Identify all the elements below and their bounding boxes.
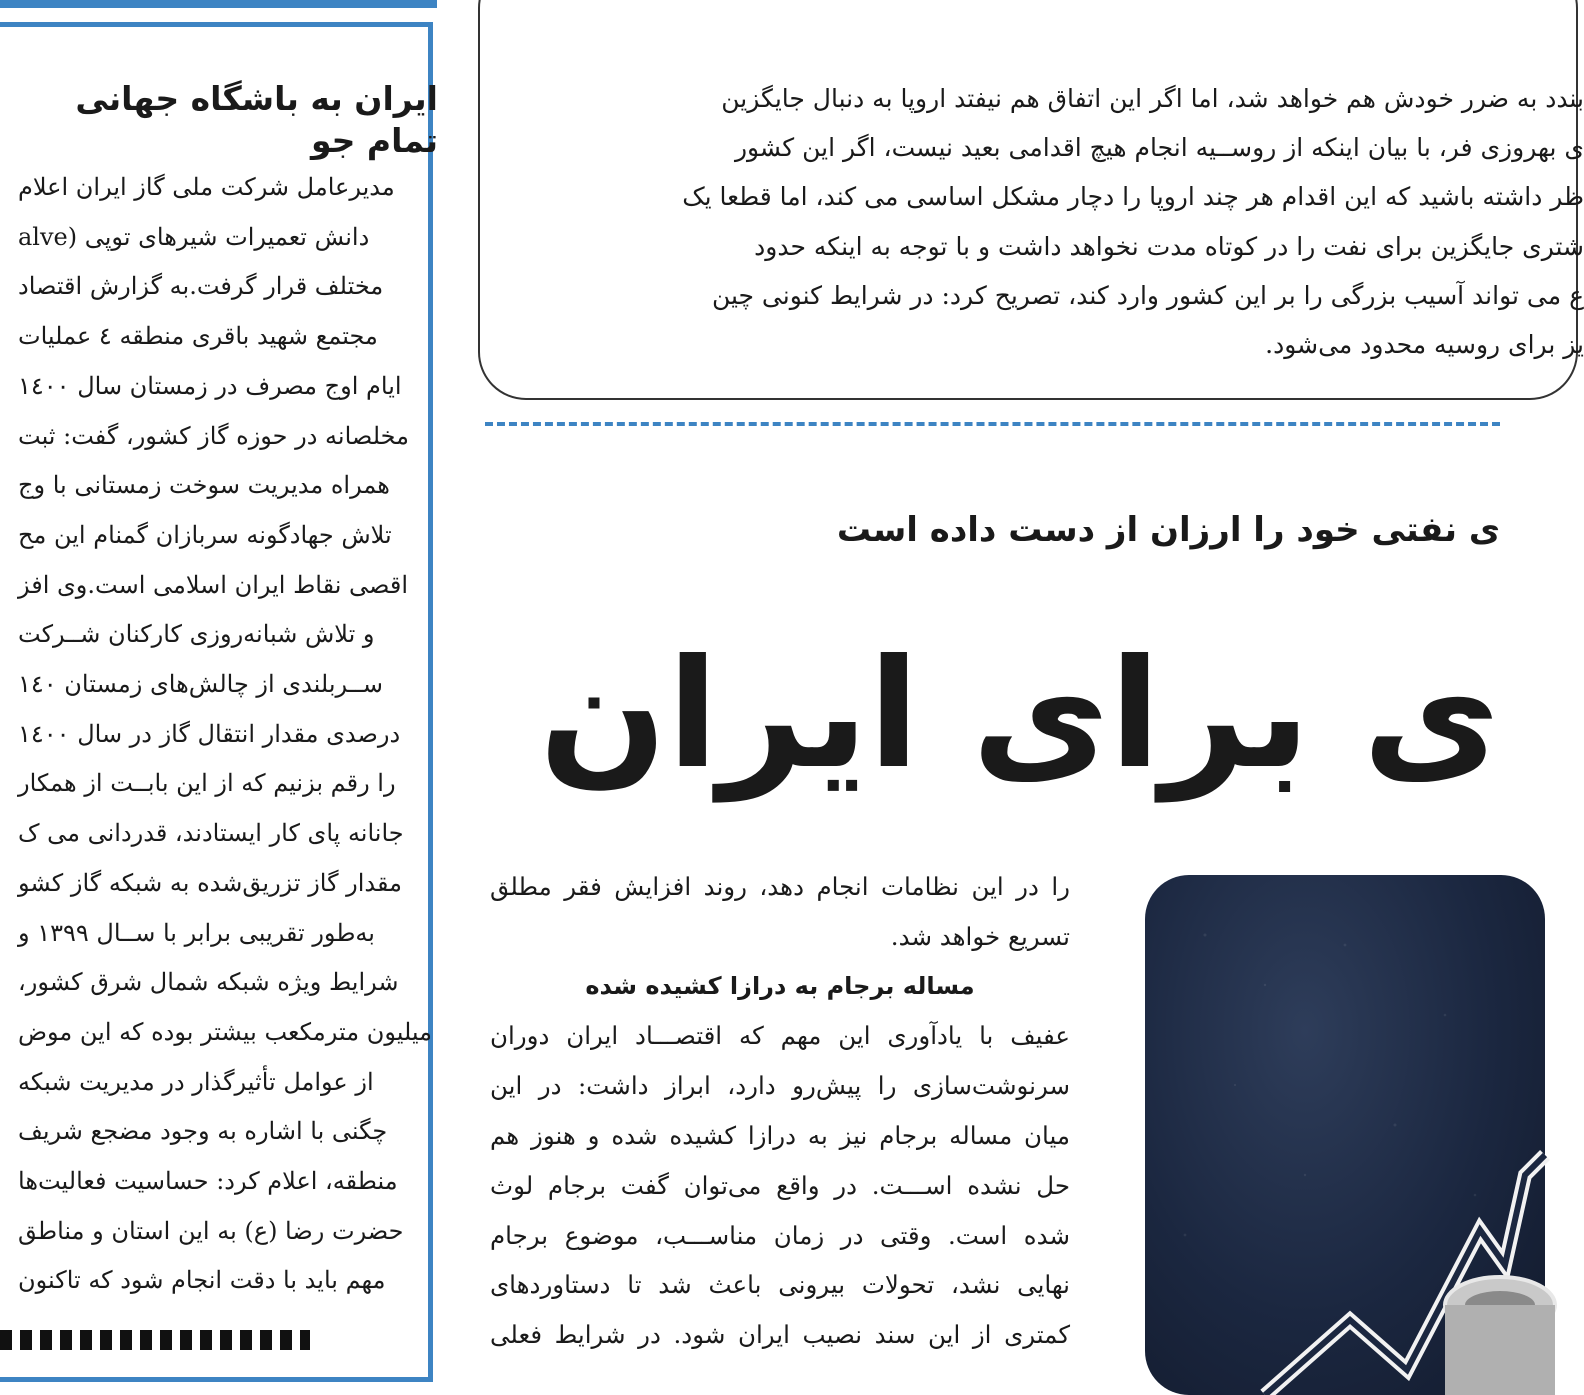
body-line: نهایی نشد، تحولات بیرونی باعث شد تا دستاوردهای	[490, 1270, 1070, 1300]
sidebar-text-line: ســربلندی از چالش‌های زمستان ١٤٠	[18, 670, 383, 699]
photo-illustration	[1145, 875, 1545, 1395]
sidebar-text-line: شرایط ویژه شبکه شمال شرق کشور،	[18, 968, 399, 997]
body-line: را در این نظامات انجام دهد، روند افزایش فقر مطلق	[490, 872, 1070, 901]
sidebar-text-line: ایام اوج مصرف در زمستان سال ١٤٠٠	[18, 371, 402, 400]
oil-barrel-body	[1445, 1305, 1555, 1395]
sidebar-text-line: مجتمع شهید باقری منطقه ٤ عملیات	[18, 322, 378, 351]
sidebar-text-line: مهم باید با دقت انجام شود که تاکنون	[18, 1266, 386, 1295]
quote-line: یز برای روسیه محدود می‌شود.	[1265, 330, 1584, 360]
sidebar-text-line: مخلصانه در حوزه گاز کشور، گفت: ثبت	[18, 421, 410, 450]
sidebar-text-line: چگنی با اشاره به وجود مضجع شریف	[18, 1117, 388, 1146]
sidebar-text-line: حضرت رضا (ع) به این استان و مناطق	[18, 1216, 404, 1245]
sidebar-news-box	[0, 22, 438, 1382]
sidebar-text-line: اقصی نقاط ایران اسلامی است.وی افز	[18, 570, 408, 599]
body-line: کمتری از این سند نصیب ایران شود. در شرایط فعلی	[490, 1320, 1070, 1350]
sidebar-text-line: منطقه، اعلام کرد: حساسیت فعالیت‌ها	[18, 1167, 398, 1196]
article-photo	[1145, 875, 1545, 1395]
body-line: سرنوشت‌سازی را پیش‌رو دارد، ابراز داشت: در این	[490, 1071, 1070, 1101]
sidebar-text-line: مقدار گاز تزریق‌شده به شبکه گاز کشو	[18, 868, 403, 897]
sidebar-text-line: همراه مدیریت سوخت زمستانی با وج	[18, 471, 390, 500]
sidebar-text-line: را رقم بزنیم که از این بابــت از همکار	[18, 769, 396, 798]
sidebar-article	[18, 71, 438, 1306]
sidebar-title-line: ایران به باشگاه جهانی	[75, 79, 438, 118]
sidebar-text-line: تلاش جهادگونه سربازان گمنام این مح	[18, 520, 392, 549]
article-body	[490, 862, 1070, 1360]
body-line: شده است. وقتی در زمان مناســـب، موضوع برجام	[490, 1220, 1070, 1250]
sidebar-top-rule	[0, 0, 437, 8]
sidebar-text-line: از عوامل تأثیرگذار در مدیریت شبکه	[18, 1067, 374, 1096]
sidebar-title	[18, 71, 438, 169]
quote-line: ظر داشته باشید که این اقدام هر چند اروپا را دچار مشکل اساسی می کند، اما قطعا یک	[682, 182, 1584, 212]
sidebar-body	[18, 163, 438, 1306]
sidebar-text-line: دانش تعمیرات شیرهای توپی (alve	[18, 222, 370, 251]
sidebar-text-line: درصدی مقدار انتقال گاز در سال ١٤٠٠	[18, 719, 401, 748]
section-divider	[485, 422, 1500, 426]
sidebar-text-line: میلیون مترمکعب بیشتر بوده که این موض	[18, 1017, 433, 1046]
sidebar-text-line: جانانه پای کار ایستادند، قدردانی می ک	[18, 819, 404, 848]
sidebar-next-heading-fragment	[0, 1330, 310, 1350]
quote-line: بندد به ضرر خودش هم خواهد شد، اما اگر این اتفاق هم نیفتد اروپا به دنبال جایگزین	[721, 84, 1584, 113]
body-line: تسریع خواهد شد.	[890, 921, 1070, 951]
body-subheading: مساله برجام به درازا کشیده شده	[585, 971, 975, 1000]
sidebar-text-line: و تلاش شبانه‌روزی کارکنان شــرکت	[18, 620, 375, 649]
sidebar-title-line: تمام جو	[310, 121, 438, 160]
sidebar-text-line: به‌طور تقریبی برابر با ســال ١٣٩٩ و	[18, 918, 375, 947]
sidebar-text-line: مختلف قرار گرفت.به گزارش اقتصاد	[18, 272, 384, 301]
quote-line: ع می تواند آسیب بزرگی را بر این کشور وارد کند، تصریح کرد: در شرایط کنونی چین	[711, 280, 1584, 310]
article-subhead: ی نفتی خود را ارزان از دست داده است	[836, 510, 1500, 550]
article-headline: ی برای ایران	[539, 628, 1500, 802]
quote-line: ی بهروزی فر، با بیان اینکه از روســیه انجام هیچ اقدامی بعید نیست، اگر این کشور	[734, 133, 1584, 163]
body-line: میان مساله برجام نیز به درازا کشیده شده و هنوز هم	[490, 1120, 1070, 1150]
body-line: عفیف با یادآوری این مهم که اقتصـــاد ایران دوران	[490, 1021, 1070, 1051]
quote-text	[524, 74, 1584, 369]
photo-noise	[1184, 934, 1477, 1237]
body-line: حل نشده اســـت. در واقع می‌توان گفت برجام لوث	[490, 1170, 1070, 1200]
sidebar-text-line: مدیرعامل شرکت ملی گاز ایران اعلام	[18, 173, 395, 201]
quote-line: شتری جایگزین برای نفت را در کوتاه مدت نخواهد داشت و با توجه به اینکه حدود	[754, 231, 1584, 261]
quote-box	[478, 0, 1584, 400]
